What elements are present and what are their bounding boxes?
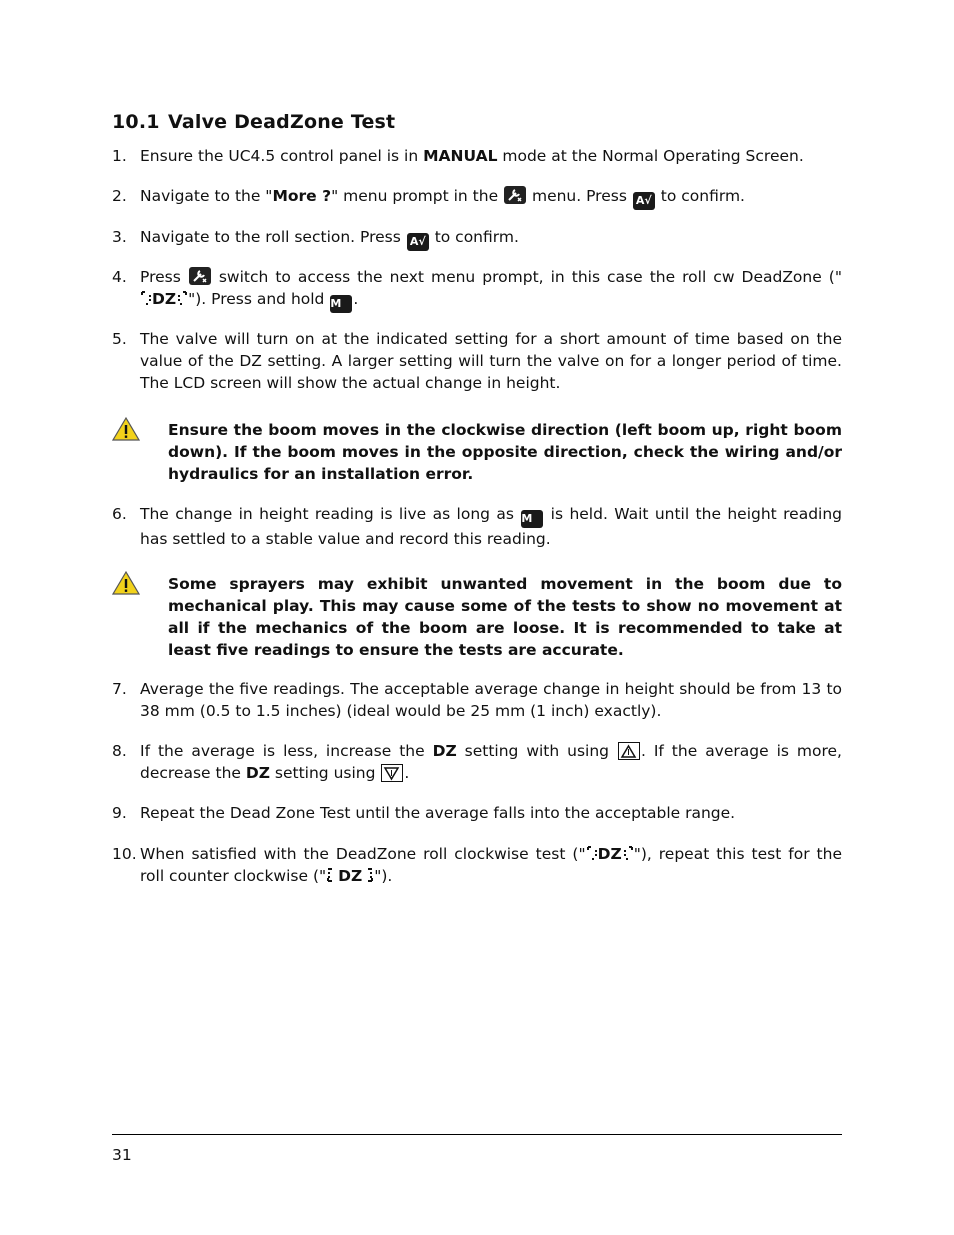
dz-cw-symbol: DZ — [586, 845, 634, 863]
warning-text: Some sprayers may exhibit unwanted movement in the boom due to mechanical play. This may cause some of the tests to show no movement at all if the mechanics of the boom are loose. It is recommended to take at least five readings to ensure the tests are accurate. — [168, 575, 842, 659]
step-4 — [112, 266, 842, 313]
dz-ccw-symbol: DZ — [326, 867, 374, 885]
step-9 — [112, 802, 842, 824]
step-text: If the average is less, increase the DZ setting with using . If the average is more, decrease the DZ setting using . — [140, 742, 842, 782]
wrench-icon — [504, 186, 526, 204]
step-7 — [112, 678, 842, 722]
footer-rule — [112, 1134, 842, 1135]
step-1 — [112, 145, 842, 167]
step-8 — [112, 740, 842, 784]
step-text: Navigate to the roll section. Press A√ to confirm. — [140, 226, 842, 251]
roll-cw-left-icon — [586, 845, 598, 861]
auto-check-icon: A√ — [633, 192, 655, 210]
roll-ccw-left-icon — [326, 867, 338, 883]
step-number: 5. — [112, 330, 127, 348]
roll-ccw-right-icon — [362, 867, 374, 883]
manual-m-icon: M — [330, 295, 352, 313]
step-text: Press switch to access the next menu prompt, in this case the roll cw DeadZone ("DZ "). Press and hold M . — [140, 266, 842, 313]
section-title: Valve DeadZone Test — [168, 111, 396, 133]
step-6 — [112, 503, 842, 550]
step-5 — [112, 328, 842, 394]
roll-cw-right-icon — [622, 845, 634, 861]
step-number: 9. — [112, 804, 127, 822]
auto-check-icon: A√ — [407, 233, 429, 251]
step-text: Ensure the UC4.5 control panel is in MANUAL mode at the Normal Operating Screen. — [140, 147, 804, 165]
more-keyword: More ? — [272, 187, 332, 205]
step-text: The valve will turn on at the indicated setting for a short amount of time based on the value of the DZ setting. A larger setting will turn the valve on for a longer period of time. The LCD screen will show the actual change in height. — [140, 330, 842, 392]
manual-keyword: MANUAL — [423, 147, 498, 165]
roll-cw-right-icon — [176, 290, 188, 306]
step-number: 2. — [112, 187, 127, 205]
warning-1 — [112, 419, 842, 485]
step-number: 1. — [112, 147, 127, 165]
step-10 — [112, 843, 842, 887]
roll-cw-left-icon — [140, 290, 152, 306]
step-number: 8. — [112, 742, 127, 760]
page-number: 31 — [112, 1146, 132, 1164]
step-number: 10. — [112, 845, 137, 863]
step-text: Repeat the Dead Zone Test until the average falls into the acceptable range. — [140, 804, 736, 822]
up-arrow-icon — [618, 742, 640, 760]
step-text: The change in height reading is live as long as M is held. Wait until the height reading has settled to a stable value and record this reading. — [140, 505, 843, 548]
step-number: 4. — [112, 268, 127, 286]
step-text: Average the five readings. The acceptable average change in height should be from 13 to 38 mm (0.5 to 1.5 inches) (ideal would be 25 mm (1 inch) exactly). — [140, 680, 842, 720]
wrench-icon — [189, 267, 211, 285]
manual-m-icon: M — [521, 510, 543, 528]
warning-text: Ensure the boom moves in the clockwise direction (left boom up, right boom down). If the boom moves in the opposite direction, check the wiring and/or hydraulics for an installation error. — [168, 421, 842, 483]
warning-triangle-icon — [112, 416, 140, 442]
step-2 — [112, 185, 842, 210]
step-number: 6. — [112, 505, 127, 523]
warning-triangle-icon — [112, 570, 140, 596]
section-heading — [112, 111, 395, 133]
section-number: 10.1 — [112, 111, 160, 133]
step-3 — [112, 226, 842, 251]
warning-2 — [112, 573, 842, 661]
down-arrow-icon — [381, 764, 403, 782]
dz-cw-symbol: DZ — [140, 290, 188, 308]
step-number: 3. — [112, 228, 127, 246]
step-text: When satisfied with the DeadZone roll clockwise test (" DZ "), repeat this test for the roll counter clockwise (" DZ "). — [140, 845, 842, 885]
step-number: 7. — [112, 680, 127, 698]
step-text: Navigate to the "More ?" menu prompt in the menu. Press A√ to confirm. — [140, 185, 842, 210]
